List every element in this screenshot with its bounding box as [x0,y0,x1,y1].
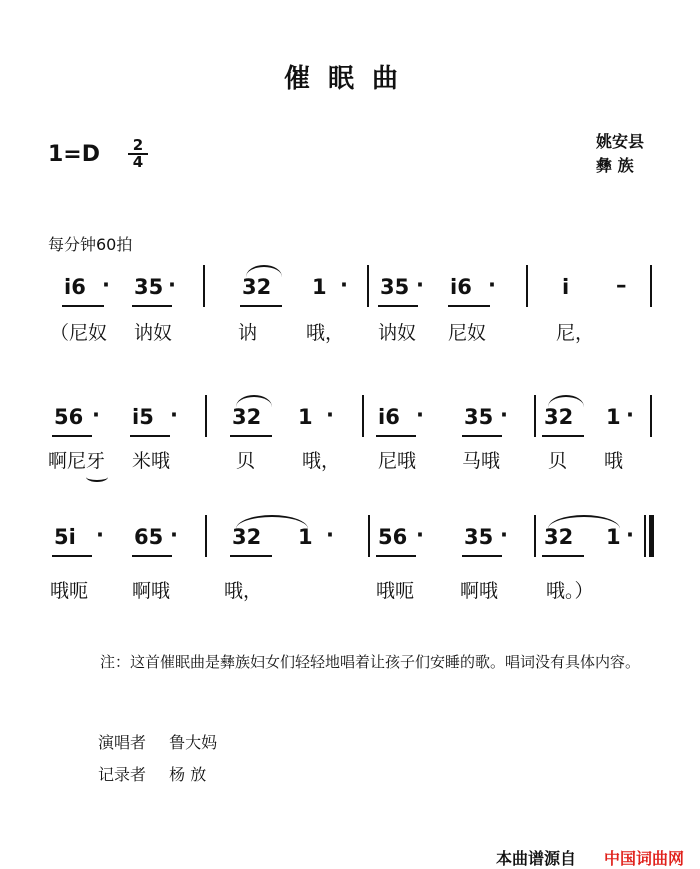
note-group: 35 [380,275,410,299]
underline [462,555,502,557]
underline [240,305,282,307]
dot: · [416,523,424,547]
lyric: 啊哦 [132,580,171,602]
lyric: 讷奴 [378,322,417,344]
note-group: 32 [232,525,262,549]
barline [367,265,369,307]
lyric: 尼奴 [448,322,487,344]
lyric: 哦， [306,322,345,344]
lyric: 啊尼牙 [48,450,106,472]
key-signature: 1=D [48,142,101,167]
lyric: 哦呃 [50,580,89,602]
lyric: 啊哦 [460,580,499,602]
lyric: 哦呃 [376,580,415,602]
note-group: 5i̇ [54,525,76,549]
dot: · [170,523,178,547]
lyric: 米哦 [132,450,171,472]
final-barline-thick [649,515,654,557]
underline [62,305,104,307]
page-title: 催眠曲 [283,64,416,94]
note-group: 35 [464,405,494,429]
origin-county: 姚安县 [596,132,645,151]
tie-mark [86,472,108,482]
footnote: 注：这首催眠曲是彝族妇女们轻轻地唱着让孩子们安睡的歌。唱词没有具体内容。 [100,653,641,671]
underline [378,305,418,307]
note-group: i̇6 [378,405,400,429]
barline [362,395,364,437]
dot: · [92,403,100,427]
staff-row-1 [60,265,680,325]
note-group: 32 [232,405,262,429]
lyric: 尼， [556,322,595,344]
dot: · [500,403,508,427]
dot: · [626,403,634,427]
credit-recorder [98,762,206,785]
dot: · [416,403,424,427]
dot: · [170,403,178,427]
underline [542,555,584,557]
time-numerator: 2 [128,138,148,155]
lyric: 尼哦 [378,450,417,472]
note: 1 [606,405,621,429]
dot: · [168,273,176,297]
underline [132,555,172,557]
dot: · [416,273,424,297]
footer-source: 本曲谱源自 [496,849,577,868]
note: 1 [298,525,313,549]
credit-name: 鲁大妈 [169,733,218,752]
underline [542,435,584,437]
note-group: 65 [134,525,164,549]
dot: · [626,523,634,547]
lyric: 哦 [604,450,624,472]
time-signature [128,138,148,169]
underline [448,305,490,307]
barline [650,395,652,437]
note-group: 35 [464,525,494,549]
credit-singer [98,730,217,753]
note-group: 32 [242,275,272,299]
note-group: i̇6 [450,275,472,299]
barline [526,265,528,307]
note-group: 56 [378,525,408,549]
barline [534,395,536,437]
final-barline-thin [644,515,646,557]
note: 1 [606,525,621,549]
credit-name: 杨 放 [169,765,207,784]
note: 1 [298,405,313,429]
underline [376,555,416,557]
lyric-row-1 [0,318,700,348]
dot: · [488,273,496,297]
underline [376,435,416,437]
dash: – [616,273,627,297]
lyric: 马哦 [462,450,501,472]
lyric: 哦， [224,580,263,602]
dot: · [340,273,348,297]
barline [205,395,207,437]
origin-block [596,130,644,178]
underline [230,555,272,557]
barline [203,265,205,307]
lyric: （尼奴 [50,322,108,344]
tempo-marking: 每分钟60拍 [48,235,133,254]
note-group: 32 [544,405,574,429]
note: i̇ [562,275,570,299]
underline [230,435,272,437]
time-denominator: 4 [132,153,144,171]
note-group: 32 [544,525,574,549]
dot: · [500,523,508,547]
barline [650,265,652,307]
staff-row-3 [54,515,680,575]
note-group: i̇6 [64,275,86,299]
lyric-row-2 [0,446,700,486]
dot: · [326,403,334,427]
note-group: i̇5 [132,405,154,429]
credit-role: 演唱者 [98,733,147,752]
footer-site-link[interactable]: 中国词曲网 [604,849,685,868]
lyric: 讷奴 [134,322,173,344]
note-group: 35 [134,275,164,299]
lyric-row-3 [0,576,700,606]
dot: · [326,523,334,547]
credit-role: 记录者 [98,765,147,784]
lyric: 贝 [236,450,256,472]
lyric: 贝 [548,450,568,472]
barline [534,515,536,557]
lyric: 哦， [302,450,341,472]
barline [368,515,370,557]
origin-ethnicity: 彝 族 [596,156,634,175]
note: 1 [312,275,327,299]
underline [52,555,92,557]
note-group: 56 [54,405,84,429]
dot: · [102,273,110,297]
dot: · [96,523,104,547]
underline [462,435,502,437]
lyric: 讷 [238,322,258,344]
underline [132,305,172,307]
underline [52,435,92,437]
underline [130,435,170,437]
lyric: 哦。） [546,580,594,602]
barline [205,515,207,557]
